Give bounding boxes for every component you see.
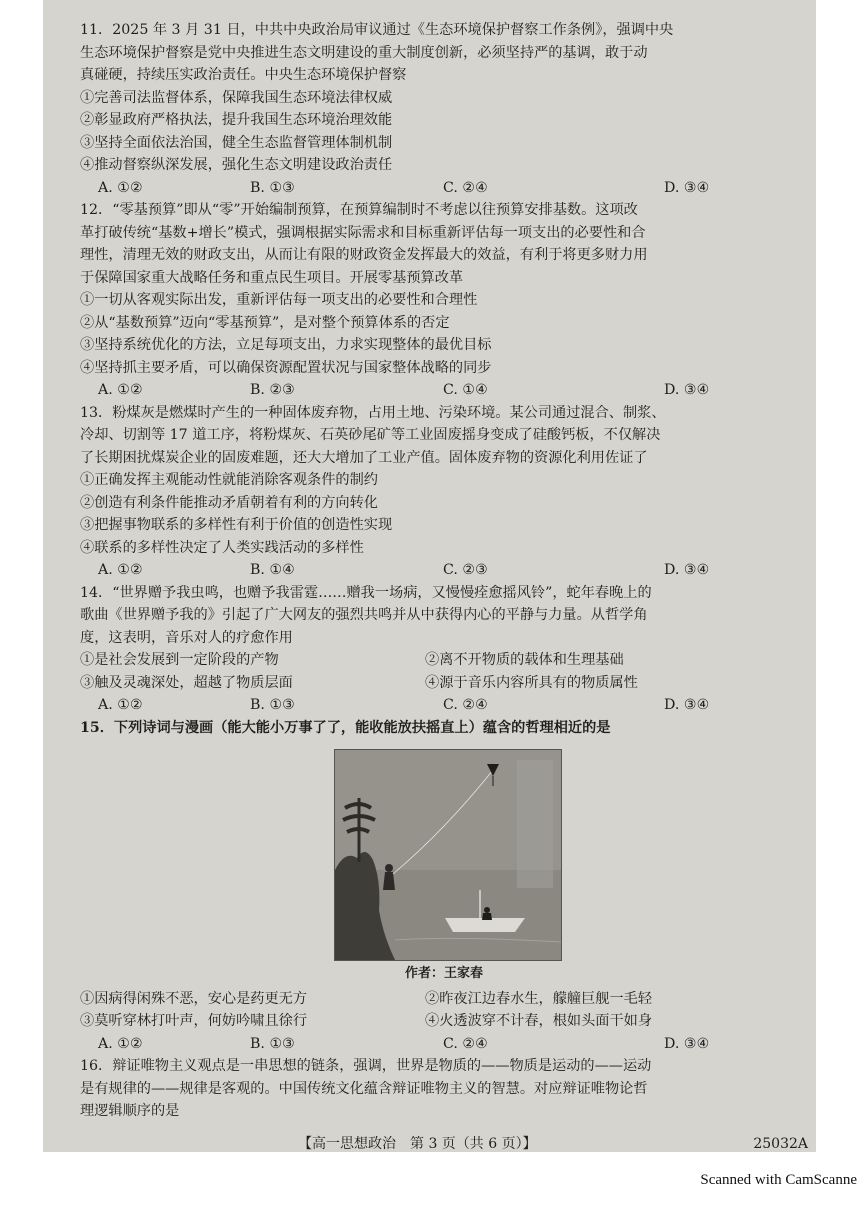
option-d: D. ③④ (664, 697, 710, 713)
scanned-page (43, 0, 816, 1152)
footer-exam-code: 25032A (753, 1135, 808, 1152)
statement-item: ②创造有利条件能推动矛盾朝着有利的方向转化 (80, 494, 378, 511)
statement-item: ③坚持全面依法治国，健全生态监督管理体制机制 (80, 134, 393, 151)
option-c: C. ①④ (443, 382, 488, 398)
option-c: C. ②④ (443, 179, 488, 196)
question-stem-line: 16．辩证唯物主义观点是一串思想的链条，强调，世界是物质的——物质是运动的——运动 (80, 1058, 652, 1074)
scanner-watermark: Scanned with CamScanne (700, 1172, 857, 1188)
option-b: B. ①③ (250, 697, 295, 713)
question-stem-line: 是有规律的——规律是客观的。中国传统文化蕴含辩证唯物主义的智慧。对应辩证唯物论哲 (80, 1080, 648, 1097)
statement-item: ①因病得闲殊不恶，安心是药更无方 (80, 990, 308, 1007)
question-12 (80, 199, 808, 402)
statement-item: ④坚持抓主要矛盾，可以确保资源配置状况与国家整体战略的同步 (80, 359, 492, 376)
question-stem-line: 度，这表明，音乐对人的疗愈作用 (80, 629, 293, 646)
question-stem-line: 14．“世界赠予我虫鸣，也赠予我雷霆……赠我一场病，又慢慢痊愈摇风铃”，蛇年春晚上的 (80, 584, 652, 601)
question-15 (80, 717, 808, 1056)
question-14 (80, 582, 808, 717)
question-16 (80, 1055, 808, 1123)
cartoon-caption: 作者：王家春 (404, 966, 483, 981)
question-stem-line: 了长期困扰煤炭企业的固废难题，还大大增加了工业产值。固体废弃物的资源化利用佐证了 (80, 449, 648, 466)
statement-item: ④推动督察纵深发展，强化生态文明建设政治责任 (80, 157, 393, 173)
answer-options (80, 177, 808, 200)
option-c: C. ②④ (443, 697, 488, 713)
statement-item: ③莫听穿林打叶声，何妨吟啸且徐行 (80, 1013, 308, 1029)
statement-item: ③触及灵魂深处，超越了物质层面 (80, 674, 293, 691)
statement-item: ④火透波穿不计春，根如头面干如身 (425, 1013, 653, 1029)
statement-pair (80, 672, 808, 695)
statement-item: ③坚持系统优化的方法，立足每项支出，力求实现整体的最优目标 (80, 337, 492, 353)
exam-content (80, 19, 808, 1152)
statement-pair (80, 649, 808, 672)
statement-pair (80, 1010, 808, 1033)
option-b: B. ①④ (250, 562, 295, 578)
question-stem-line: 真碰硬，持续压实政治责任。中央生态环境保护督察 (80, 67, 407, 83)
statement-item: ④源于音乐内容所具有的物质属性 (425, 674, 638, 691)
option-d: D. ③④ (664, 179, 710, 196)
question-11 (80, 19, 808, 199)
option-c: C. ②③ (443, 562, 488, 578)
statement-item: ①是社会发展到一定阶段的产物 (80, 652, 279, 668)
option-a: A. ①② (98, 1035, 143, 1052)
statement-pair (80, 988, 808, 1011)
page-footer (80, 1133, 808, 1153)
statement-item: ②昨夜江边春水生，艨艟巨舰一毛轻 (425, 990, 653, 1007)
question-stem-line: 理逻辑顺序的是 (80, 1103, 180, 1119)
question-stem-line: 生态环境保护督察是党中央推进生态文明建设的重大制度创新，必须坚持严的基调，敢于动 (80, 44, 648, 61)
question-stem-line: 于保障国家重大战略任务和重点民生项目。开展零基预算改革 (80, 269, 464, 286)
answer-options (80, 379, 808, 402)
option-b: B. ①③ (250, 1035, 295, 1052)
question-stem-line: 歌曲《世界赠予我的》引起了广大网友的强烈共鸣并从中获得内心的平静与力量。从哲学角 (80, 607, 648, 623)
option-d: D. ③④ (664, 562, 710, 578)
cartoon-drawing (335, 750, 561, 960)
question-stem-line: 革打破传统“基数+增长”模式，强调根据实际需求和目标重新评估每一项支出的必要性和合 (80, 224, 646, 241)
answer-options (80, 1033, 808, 1056)
footer-page-info: 【高一思想政治 第 3 页（共 6 页）】 (298, 1135, 537, 1152)
statement-item: ①一切从客观实际出发，重新评估每一项支出的必要性和合理性 (80, 292, 478, 308)
statement-item: ①完善司法监督体系，保障我国生态环境法律权威 (80, 89, 393, 106)
answer-options (80, 694, 808, 717)
option-a: A. ①② (98, 562, 143, 578)
option-a: A. ①② (98, 179, 143, 196)
option-a: A. ①② (98, 697, 143, 713)
option-d: D. ③④ (664, 382, 710, 398)
question-stem-line: 11．2025 年 3 月 31 日，中共中央政治局审议通过《生态环境保护督察工作条例》，强调中央 (80, 22, 674, 38)
answer-options (80, 559, 808, 582)
question-stem-line: 13．粉煤灰是燃煤时产生的一种固体废弃物，占用土地、污染环境。某公司通过混合、制浆、 (80, 404, 666, 421)
statement-item: ②彰显政府严格执法，提升我国生态环境治理效能 (80, 112, 393, 128)
option-d: D. ③④ (664, 1035, 710, 1052)
question-stem-line: 冷却、切割等 17 道工序，将粉煤灰、石英砂尾矿等工业固废摇身变成了硅酸钙板，不仅解决 (80, 427, 661, 443)
statement-item: ②离不开物质的载体和生理基础 (425, 652, 624, 668)
question-stem-line: 15．下列诗词与漫画（能大能小万事了了，能收能放扶摇直上）蕴含的哲理相近的是 (80, 719, 611, 736)
statement-item: ④联系的多样性决定了人类实践活动的多样性 (80, 539, 364, 556)
option-c: C. ②④ (443, 1035, 488, 1052)
option-b: B. ①③ (250, 179, 295, 196)
statement-item: ③把握事物联系的多样性有利于价值的创造性实现 (80, 517, 393, 533)
option-a: A. ①② (98, 382, 143, 398)
cartoon-illustration (334, 749, 562, 961)
question-stem-line: 12．“零基预算”即从“零”开始编制预算，在预算编制时不考虑以往预算安排基数。这项改 (80, 202, 638, 218)
statement-item: ②从“基数预算”迈向“零基预算”，是对整个预算体系的否定 (80, 314, 450, 331)
statement-item: ①正确发挥主观能动性就能消除客观条件的制约 (80, 472, 378, 488)
option-b: B. ②③ (250, 382, 295, 398)
question-stem-line: 理性，清理无效的财政支出，从而让有限的财政资金发挥最大的效益，有利于将更多财力用 (80, 247, 648, 263)
question-13 (80, 402, 808, 582)
